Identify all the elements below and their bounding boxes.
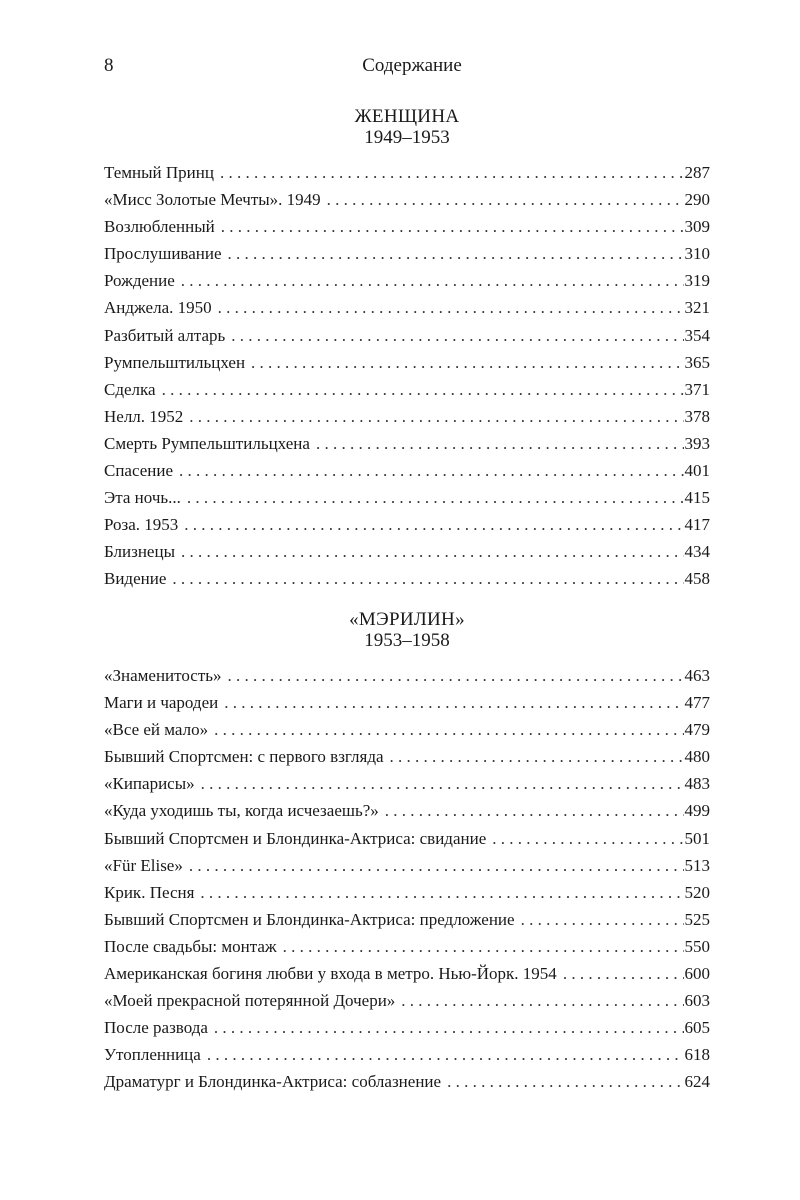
toc-entry-page: 513 xyxy=(684,855,710,875)
dot-leader xyxy=(218,294,684,321)
section-title: ЖЕНЩИНА xyxy=(354,106,460,127)
dot-leader xyxy=(214,1014,684,1041)
toc-entry xyxy=(104,1014,710,1041)
dot-leader xyxy=(283,933,684,960)
toc-entry-page: 309 xyxy=(684,217,710,237)
toc-entry-title: Смерть Румпельштильцхена xyxy=(104,433,310,453)
toc-entry-page: 603 xyxy=(684,991,710,1011)
dot-leader xyxy=(207,1041,684,1068)
toc-entry-page: 354 xyxy=(684,325,710,345)
dot-leader xyxy=(563,960,684,987)
toc-entry-page: 463 xyxy=(684,666,710,685)
toc-entry xyxy=(104,538,710,565)
dot-leader xyxy=(220,159,684,186)
toc-entry xyxy=(104,430,710,457)
toc-entry-page: 319 xyxy=(684,271,710,291)
toc-entry xyxy=(104,240,710,267)
toc-entry xyxy=(104,960,710,987)
running-head xyxy=(104,55,710,85)
toc-entry-title: «Für Elise» xyxy=(104,855,183,875)
dot-leader xyxy=(189,852,684,879)
toc-entry xyxy=(104,933,710,960)
dot-leader xyxy=(231,322,683,349)
dot-leader xyxy=(184,511,683,538)
toc-entry-title: Темный Принц xyxy=(104,163,214,182)
dot-leader xyxy=(401,987,683,1014)
toc-entry-title: «Знаменитость» xyxy=(104,666,222,685)
toc-entry xyxy=(104,906,710,933)
dot-leader xyxy=(172,565,683,592)
toc-entry-page: 479 xyxy=(684,720,710,740)
toc-entry-title: После свадьбы: монтаж xyxy=(104,936,277,956)
toc-entry xyxy=(104,457,710,484)
toc-entry-page: 525 xyxy=(684,909,710,929)
toc-entry xyxy=(104,294,710,321)
toc-entry-page: 501 xyxy=(684,828,710,848)
toc-entry-title: «Мисс Золотые Мечты». 1949 xyxy=(104,190,321,210)
toc-entry-title: Американская богиня любви у входа в метро. Нью-Йорк. 1954 xyxy=(104,964,557,984)
toc-section xyxy=(104,106,710,593)
toc-entry xyxy=(104,1041,710,1068)
toc-entry xyxy=(104,484,710,511)
dot-leader xyxy=(187,484,684,511)
dot-leader xyxy=(228,662,684,689)
toc-entry-page: 477 xyxy=(684,693,710,713)
dot-leader xyxy=(214,716,683,743)
toc-list xyxy=(104,662,710,1096)
running-title: Содержание xyxy=(362,55,462,76)
toc-entry-page: 378 xyxy=(684,406,710,426)
toc-list xyxy=(104,159,710,593)
toc-entry-page: 321 xyxy=(684,298,710,318)
dot-leader xyxy=(181,267,684,294)
toc-entry-page: 310 xyxy=(684,244,710,264)
dot-leader xyxy=(162,376,684,403)
toc-entry-title: Бывший Спортсмен: с первого взгляда xyxy=(104,747,384,767)
toc-entry-title: Видение xyxy=(104,569,167,589)
toc-entry xyxy=(104,689,710,716)
toc-entry-page: 371 xyxy=(684,379,710,399)
toc-entry-page: 618 xyxy=(684,1045,710,1065)
dot-leader xyxy=(189,403,683,430)
dot-leader xyxy=(390,743,684,770)
dot-leader xyxy=(492,825,683,852)
toc-entry-page: 417 xyxy=(684,515,710,535)
toc-entry-title: Сделка xyxy=(104,379,156,399)
toc-entry-page: 401 xyxy=(684,461,710,481)
dot-leader xyxy=(385,797,684,824)
toc-entry-title: Анджела. 1950 xyxy=(104,298,212,318)
dot-leader xyxy=(228,240,684,267)
toc-entry-page: 393 xyxy=(684,433,710,453)
dot-leader xyxy=(521,906,684,933)
toc-entry-page: 287 xyxy=(684,163,710,182)
toc-entry-title: Разбитый алтарь xyxy=(104,325,226,345)
toc-entry-title: Бывший Спортсмен и Блондинка-Актриса: свидание xyxy=(104,828,487,848)
toc-entry-page: 520 xyxy=(684,882,710,902)
dot-leader xyxy=(224,689,683,716)
toc-entry xyxy=(104,267,710,294)
toc-entry xyxy=(104,159,710,186)
toc-entry xyxy=(104,879,710,906)
toc-section xyxy=(104,609,710,1096)
toc-entry xyxy=(104,322,710,349)
toc-entry xyxy=(104,403,710,430)
dot-leader xyxy=(179,457,683,484)
toc-entry-title: Румпельштильцхен xyxy=(104,352,246,372)
toc-entry-page: 365 xyxy=(684,352,710,372)
toc-entry-title: Утопленница xyxy=(104,1045,201,1065)
toc-entry-page: 458 xyxy=(684,569,710,589)
section-years: 1953–1958 xyxy=(364,630,450,651)
toc-entry xyxy=(104,186,710,213)
section-years: 1949–1953 xyxy=(364,127,450,148)
toc-entry xyxy=(104,662,710,689)
toc-entry-title: Нелл. 1952 xyxy=(104,406,184,426)
toc-entry-title: Близнецы xyxy=(104,542,175,562)
toc-entry-page: 483 xyxy=(684,774,710,794)
toc-entry-page: 415 xyxy=(684,488,710,508)
toc-entry xyxy=(104,716,710,743)
toc-entry-title: «Все ей мало» xyxy=(104,720,209,740)
page-number: 8 xyxy=(104,55,114,76)
toc-entry xyxy=(104,770,710,797)
dot-leader xyxy=(251,349,683,376)
toc-entry xyxy=(104,376,710,403)
toc-entry xyxy=(104,852,710,879)
toc-entry-title: Эта ночь... xyxy=(104,488,181,508)
toc-entry-page: 550 xyxy=(684,936,710,956)
dot-leader xyxy=(201,770,684,797)
toc-entry xyxy=(104,565,710,592)
toc-entry-title: Спасение xyxy=(104,461,174,481)
toc-entry-title: Прослушивание xyxy=(104,244,222,264)
toc-entry-title: Бывший Спортсмен и Блондинка-Актриса: предложение xyxy=(104,909,515,929)
toc-entry-title: Маги и чародеи xyxy=(104,693,219,713)
toc-entry-title: После развода xyxy=(104,1018,208,1038)
toc-entry xyxy=(104,1068,710,1095)
toc-entry-title: Драматург и Блондинка-Актриса: соблазнение xyxy=(104,1072,442,1092)
toc-entry-title: «Кипарисы» xyxy=(104,774,195,794)
dot-leader xyxy=(200,879,683,906)
toc-entry-page: 290 xyxy=(684,190,710,210)
toc-entry xyxy=(104,213,710,240)
toc-entry-page: 480 xyxy=(684,747,710,767)
toc-entry xyxy=(104,797,710,824)
toc-entry-title: Роза. 1953 xyxy=(104,515,179,535)
dot-leader xyxy=(221,213,684,240)
toc-entry-page: 624 xyxy=(684,1072,710,1092)
toc-entry-title: «Куда уходишь ты, когда исчезаешь?» xyxy=(104,801,379,821)
toc-entry xyxy=(104,743,710,770)
toc-entry-page: 434 xyxy=(684,542,710,562)
toc-entry-page: 499 xyxy=(684,801,710,821)
toc-entry-title: Возлюбленный xyxy=(104,217,215,237)
toc-entry-title: Крик. Песня xyxy=(104,882,195,902)
toc-entry xyxy=(104,825,710,852)
toc-entry-title: «Моей прекрасной потерянной Дочери» xyxy=(104,991,396,1011)
toc-entry xyxy=(104,987,710,1014)
dot-leader xyxy=(316,430,684,457)
toc-entry xyxy=(104,349,710,376)
dot-leader xyxy=(447,1068,683,1095)
section-title: «МЭРИЛИН» xyxy=(349,609,465,630)
dot-leader xyxy=(327,186,684,213)
toc-entry-page: 600 xyxy=(684,964,710,984)
dot-leader xyxy=(181,538,684,565)
toc-entry-page: 605 xyxy=(684,1018,710,1038)
toc-entry-title: Рождение xyxy=(104,271,175,291)
toc-entry xyxy=(104,511,710,538)
